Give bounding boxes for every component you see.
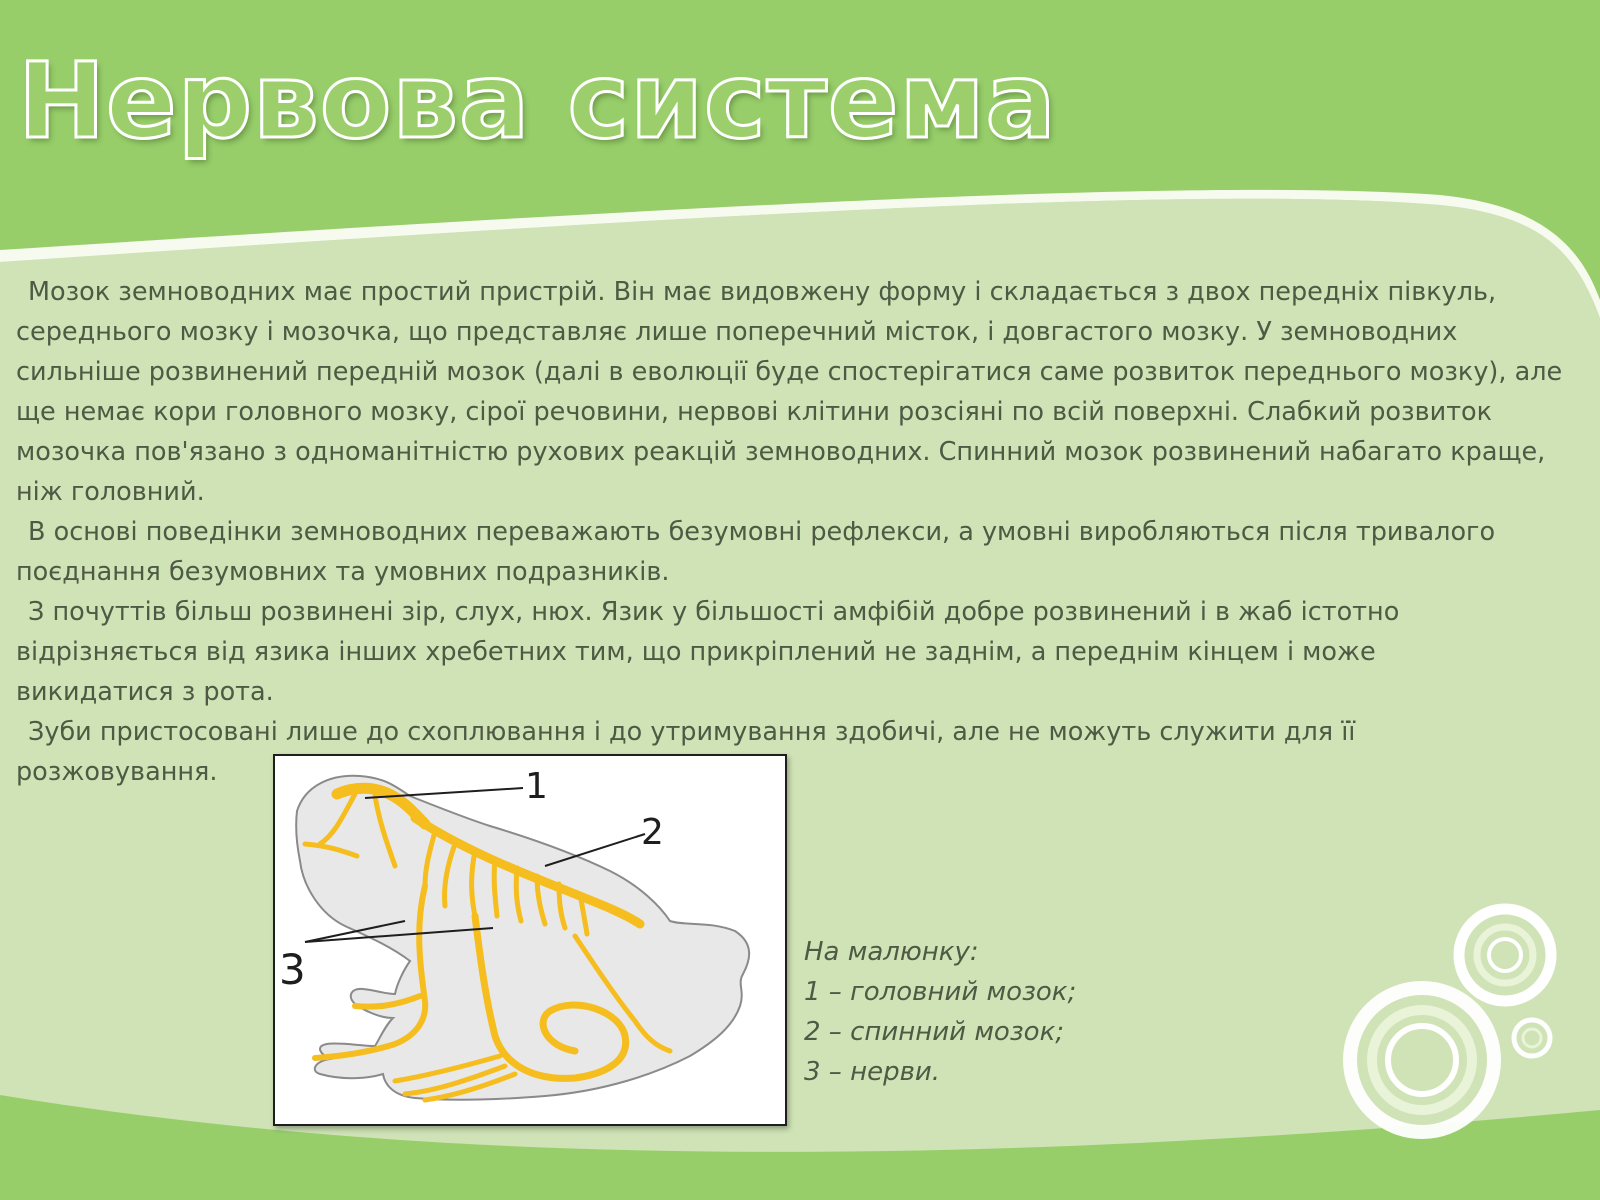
paragraph-reflexes: В основі поведінки земноводних переважають безумовні рефлекси, а умовні виробляються після тривалого поєднання безумовних та умовних подразників. bbox=[16, 517, 1496, 587]
paragraph-teeth: Зуби пристосовані лише до схоплювання і до утримування здобичі, але не можуть служити для її розжовування. bbox=[16, 717, 1356, 787]
ring-large-icon bbox=[1350, 988, 1494, 1132]
caption-item: 2 – спинний мозок; bbox=[804, 1017, 1065, 1047]
ring-medium-icon bbox=[1459, 909, 1551, 1001]
caption-item: 3 – нерви. bbox=[804, 1057, 941, 1087]
caption-heading: На малюнку: bbox=[804, 937, 979, 967]
frog-diagram bbox=[275, 756, 785, 1124]
label-3: 3 bbox=[279, 945, 306, 994]
body-text bbox=[16, 272, 1586, 792]
caption-item: 1 – головний мозок; bbox=[804, 977, 1077, 1007]
paragraph-senses: З почуттів більш розвинені зір, слух, нюх. Язик у більшості амфібій добре розвинений і в жаб істотно відрізняється від язика інших хребетних тим, що прикріплений не заднім, а переднім кінцем і може викидатися з рота. bbox=[16, 597, 1400, 707]
ring-small-icon bbox=[1514, 1020, 1550, 1056]
decorative-rings bbox=[1340, 890, 1570, 1160]
figure-caption bbox=[804, 932, 1076, 1092]
frog-nervous-system-figure bbox=[273, 754, 787, 1126]
label-1: 1 bbox=[525, 766, 548, 807]
label-2: 2 bbox=[641, 812, 664, 853]
paragraph-brain: Мозок земноводних має простий пристрій. Він має видовжену форму і складається з двох передніх півкуль, середнього мозку і мозочка, що представляє лише поперечний місток, і довгастого мозку. У земноводних сильніше розвинений передній мозок (далі в еволюції буде спостерігатися саме розвиток переднього мозку), але ще немає кори головного мозку, сірої речовини, нервові клітини розсіяні по всій поверхні. Слабкий розвиток мозочка пов'язано з одноманітністю рухових реакцій земноводних. Спинний мозок розвинений набагато краще, ніж головний. bbox=[16, 277, 1563, 507]
page-title: Нервова система bbox=[18, 40, 1057, 162]
